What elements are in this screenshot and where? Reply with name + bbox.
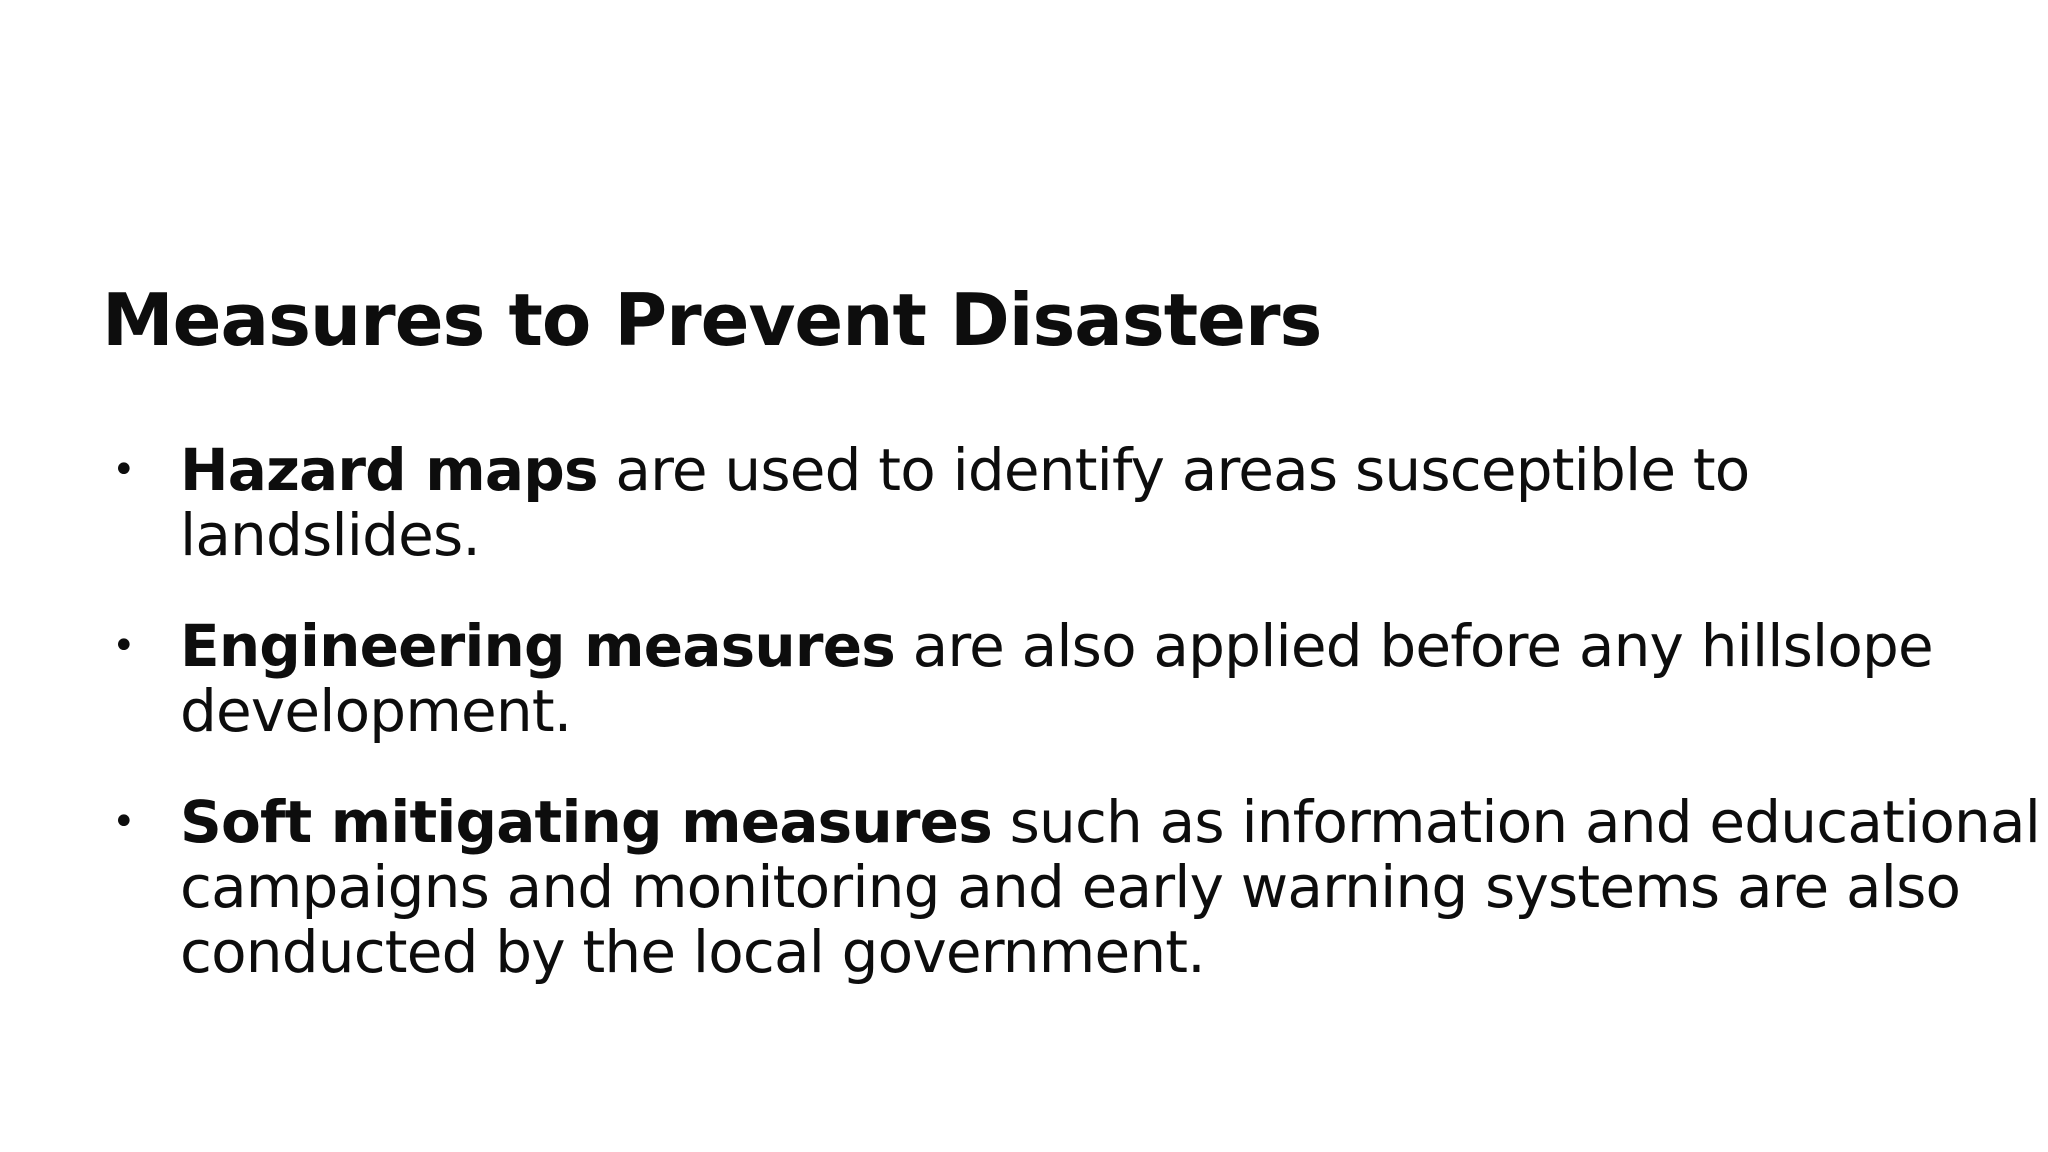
slide-title: Measures to Prevent Disasters	[102, 278, 1322, 362]
bullet-dot-icon: •	[112, 623, 135, 669]
bullet-keyword: Hazard maps	[180, 436, 598, 504]
bullet-list	[108, 436, 2041, 1031]
bullet-text: such as information and educational	[991, 788, 2041, 856]
bullet-text: are used to identify areas susceptible to	[597, 436, 1750, 504]
bullet-item-hazard-maps	[108, 438, 2008, 568]
bullet-item-engineering-measures	[108, 614, 2008, 744]
bullet-line-continuation: development.	[180, 677, 572, 745]
bullet-line-continuation: campaigns and monitoring and early warning systems are also	[180, 853, 1961, 921]
bullet-line	[180, 438, 2008, 503]
bullet-line	[180, 614, 2008, 679]
bullet-line	[180, 788, 2041, 856]
bullet-keyword: Engineering measures	[180, 612, 895, 680]
bullet-line-continuation: landslides.	[180, 501, 481, 569]
bullet-line-continuation: conducted by the local government.	[180, 918, 1205, 986]
bullet-dot-icon: •	[112, 447, 135, 493]
bullet-item-soft-mitigating-measures	[108, 788, 2041, 986]
bullet-keyword: Soft mitigating measures	[180, 788, 992, 856]
bullet-text: are also applied before any hillslope	[894, 612, 1933, 680]
bullet-dot-icon: •	[112, 799, 135, 845]
